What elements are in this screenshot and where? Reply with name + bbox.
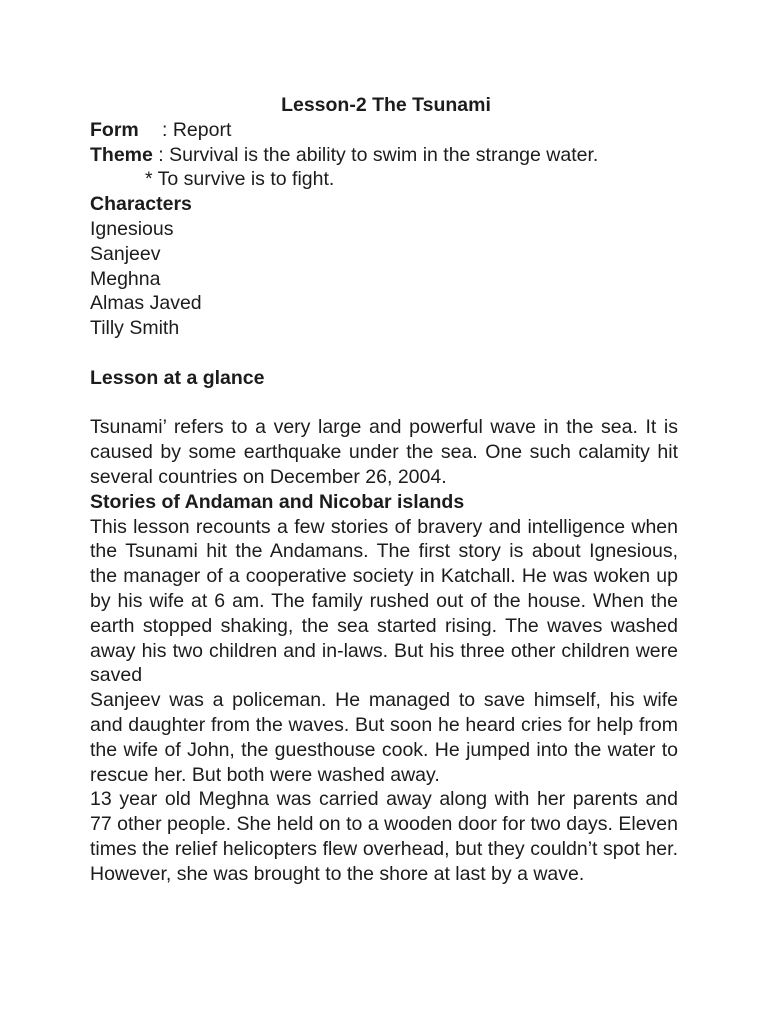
lesson-title: Lesson-2 The Tsunami [281,94,491,116]
theme-line [90,143,678,168]
document-content [90,93,678,887]
theme-label: Theme [90,143,153,166]
character-name: Sanjeev [90,242,161,265]
glance-heading: Lesson at a glance [90,366,265,389]
character-name: Almas Javed [90,292,202,315]
spacer [90,341,678,366]
character-name: Tilly Smith [90,317,180,340]
characters-heading: Characters [90,193,192,216]
form-line [90,118,678,143]
story-paragraph-sanjeev: Sanjeev was a policeman. He managed to save himself, his wife and daughter from the waves. But soon he heard cries for help from the wife of John, the guesthouse cook. He jumped into the water to rescue her. But both were washed away. [90,689,678,786]
form-label: Form [90,118,139,141]
story-paragraph-ignesious: This lesson recounts a few stories of bravery and intelligence when the Tsunami hit the Andamans. The first story is about Ignesious, the manager of a cooperative society in Katchall. He was woken up by his wife at 6 am. The family rushed out of the house. When the earth stopped shaking, the sea started rising. The waves washed away his two children and in-laws. But his three other children were saved [90,515,678,687]
character-name: Ignesious [90,217,174,240]
character-name: Meghna [90,267,161,290]
spacer [90,391,678,416]
theme-sub-bullet: * To survive is to fight. [145,168,335,191]
theme-value: : Survival is the ability to swim in the strange water. [152,143,599,166]
stories-heading: Stories of Andaman and Nicobar islands [90,490,465,513]
form-value: : Report [162,118,232,141]
intro-paragraph: Tsunami’ refers to a very large and powerful wave in the sea. It is caused by some earthquake under the sea. One such calamity hit several countries on December 26, 2004. [90,416,678,488]
story-paragraph-meghna: 13 year old Meghna was carried away along with her parents and 77 other people. She held on to a wooden door for two days. Eleven times the relief helicopters flew overhead, but they couldn’t spot her. However, she was brought to the shore at last by a wave. [90,788,678,885]
